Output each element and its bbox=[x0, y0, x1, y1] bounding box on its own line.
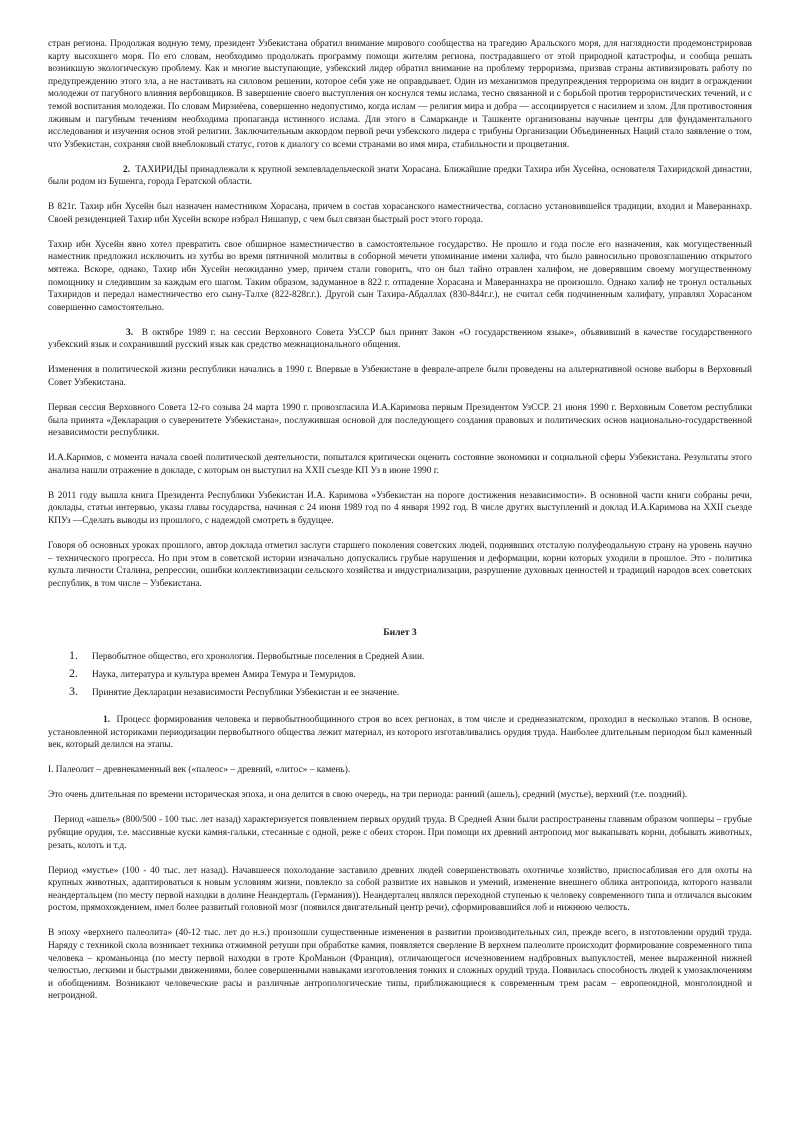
question-number: 1. bbox=[69, 648, 78, 663]
section-3-paragraph-2: Изменения в политической жизни республики начались в 1990 г. Впервые в Узбекистане в феврале-апреле были проведены на альтернативной основе выборы в Верховный Совет Узбекистана. bbox=[48, 365, 752, 389]
paragraph-top: стран региона. Продолжая водную тему, президент Узбекистана обратил внимание мирового сообщества на трагедию Аральского моря, для наглядности продемонстрировав карту высохшего моря. По его словам, необходимо продолжать программу помощи жителям региона, пострадавшего от этой природной катастрофы, и сообща решать возникшую экологическую проблему. Как и многие выступающие, узбекский лидер обратил внимание на проблему терроризма, призвав страны активизировать работу по предупреждению этого зла, а не настаивать на силовом решении, которое себя уже не оправдывает. Один из механизмов предупреждения терроризма он видит в ограждении молодежи от пагубного влияния вербовщиков. В завершение своего выступления он коснулся темы ислама, тесно связанной и с борьбой против террористических течений, и с темой воспитания молодежи. По словам Мирзиёева, совершенно недопустимо, когда ислам — религия мира и добра — ассоциируется с насилием и злом. Для противостояния лживым и пагубным течениям необходима пропаганда истинного ислама. Для этого в Самарканде и Ташкенте организованы научные центры для фундаментального исследования и изучения основ этой религии. Заключительным аккордом первой речи узбекского лидера с трибуны Организации Объединенных Наций стало заявление о том, что Узбекистан, сохраняя свой внеблоковый статус, готов к диалогу со всеми странами во имя мира, стабильности и процветания. bbox=[48, 39, 752, 150]
answer-1-paragraph-4: Период «ашель» (800/500 - 100 тыс. лет назад) характеризуется появлением первых орудий труда. В Средней Азии были распространены главным образом чопперы – грубые рубящие орудия, т.е. массивные куски камня-гальки, стесанные с одной, реже с обеих сторон. При помощи их древний антропоид мог выкапывать корни, добывать животных, резать, колоть и т.д. bbox=[48, 815, 752, 851]
answer-1-number: 1. bbox=[103, 715, 111, 726]
section-3-paragraph-5: В 2011 году вышла книга Президента Республики Узбекистан И.А. Каримова «Узбекистан на пороге достижения независимости». В основной части книги собраны речи, доклады, статьи интервью, указы главы государства, начиная с 24 июня 1989 год по 4 января 1992 год. В числе других выступлений и доклад И.А.Каримова на XXII съезде КПУз —Сделать выводы из прошлого, с надеждой смотреть в будущее. bbox=[48, 490, 752, 526]
section-3-text: В октябре 1989 г. на сессии Верховного Совета УзССР был принят Закон «О государственном языке», объявивший в качестве государственного узбекский язык и сохранивший русский язык как средство межнационального общения. bbox=[48, 327, 752, 351]
answer-1-paragraph-3: Это очень длительная по времени историческая эпоха, и она делится в свою очередь, на три периода: ранний (ашель), средний (мустье), верхний (т.е. поздний). bbox=[48, 790, 688, 801]
section-3-paragraph-6: Говоря об основных уроках прошлого, автор доклада отметил заслуги старшего поколения советских людей, поднявших отсталую полуфеодальную страну на уровень научно – технического прогресса. Но при этом в советской истории изначально допускались грубые нарушения и деформации, корни которых уходили в прошлое. Это - политика культа личности Сталина, репрессии, ошибки коллективизации сельского хозяйства и индустриализации, разрушение духовных ценностей и традиций народов всех советских республик, в том числе – Узбекистана. bbox=[48, 540, 752, 589]
answer-1-paragraph-5: Период «мустье» (100 - 40 тыс. лет назад). Начавшееся похолодание заставило древних людей совершенствовать охотничье хозяйство, приспосабливая его для охоты на крупных животных, адаптироваться к новым условиям жизни, повлекло за собой развитие их навыков и умений, изменение внешнего облика антропоида, которого назвали неандертальцем (по месту первой находки в долине Неандерталь (Германия)). Неандерталец являлся переходной ступенью к человеку современного типа и отличался высоким ростом, прямохождением, имел более развитый головной мозг (появился двигательный центр речи), сформировавшийся лоб и нижнюю челюсть. bbox=[48, 865, 752, 914]
answer-1-text: Процесс формирования человека и первобытнообщинного строя во всех регионах, в том числе и среднеазиатском, проходил в несколько этапов. В основе, установленной историками периодизации первобытного общества лежит материал, из которого изготавливались орудия труда. Наиболее длительным периодом был каменный век, который делился на этапы. bbox=[48, 715, 752, 751]
question-number: 3. bbox=[69, 684, 78, 699]
section-3-intro bbox=[48, 327, 752, 352]
section-2-intro bbox=[48, 164, 752, 189]
section-2-number: 2. bbox=[123, 164, 131, 175]
spacer bbox=[48, 603, 752, 627]
answer-1-intro bbox=[48, 714, 752, 752]
question-text: Принятие Декларации независимости Республики Узбекистан и ее значение. bbox=[92, 688, 400, 699]
question-text: Первобытное общество, его хронология. Первобытные поселения в Средней Азии. bbox=[92, 652, 425, 663]
section-2-text: ТАХИРИДЫ принадлежали к крупной землевладельческой знати Хорасана. Ближайшие предки Тахира ибн Хусейна, основателя Тахиридской династии, были родом из Бушенга, города Гератской области. bbox=[48, 164, 752, 188]
section-2-paragraph-3: Тахир ибн Хусейн явно хотел превратить свое обширное наместничество в самостоятельное государство. Не прошло и года после его назначения, как могущественный наместник предложил исключить из хутбы во время пятничной молитвы в соборной мечети упоминание имени халифа, что было равносильно провозглашению открытого мятежа. Вскоре, однако, Тахир ибн Хусейн неожиданно умер, причем стали говорить, что он был тайно отравлен халифом, не доверявшим своему могущественному помощнику и следившим за каждым его шагом. Таким образом, задуманное в 822 г. отпадение Хорасана и Мавераннахра не произошло. Однако халиф не тронул остальных Тахиридов и передал наместничество его сыну-Талхе (822-828г.г.). Другой сын Тахира-Абдаллах (830-844г.г.), не считал себя подчиненным халифату, управлял Хорасаном совершенно самостоятельно. bbox=[48, 239, 752, 313]
question-text: Наука, литература и культура времен Амира Темура и Темуридов. bbox=[92, 670, 356, 681]
answer-1-paragraph-2: I. Палеолит – древнекаменный век («палеос» – древний, «литос» – камень). bbox=[48, 765, 351, 776]
question-number: 2. bbox=[69, 666, 78, 681]
section-2-paragraph-2: В 821г. Тахир ибн Хусейн был назначен наместником Хорасана, причем в состав хорасанского наместничества, согласно установившейся традиции, входил и Мавераннахр. Своей резиденцией Тахир ибн Хусейн вскоре избрал Нишапур, с чем был связан быстрый рост этого города. bbox=[48, 202, 752, 225]
section-3-number: 3. bbox=[126, 327, 134, 338]
ticket-questions bbox=[48, 649, 752, 700]
ticket-question-2 bbox=[48, 667, 752, 682]
ticket-question-1 bbox=[48, 649, 752, 664]
ticket-question-3 bbox=[48, 685, 752, 700]
ticket-title: Билет 3 bbox=[383, 626, 417, 638]
answer-1-paragraph-6: В эпоху «верхнего палеолита» (40-12 тыс. лет до н.э.) произошли существенные изменения в развитии производительных сил, прежде всего, в изготовлении орудий труда. Наряду с техникой скола возникает техника отжимной ретуши при обработке камня, появляется сверление В верхнем палеолите происходит формирование современного типа человека – кроманьонца (по месту первой находки в гроте КроМаньон (Франция), отличающегося исчезновением надбровных выпуклостей, менее выраженной нижней челюстью, легкими и быстрыми движениями, более совершенными навыками изготовления тонких и сложных орудий труда. Появилась способность людей к умозаключениям и обобщениям. Возникают человеческие расы и различные антропологические типы, приближающиеся к современным трем расам – европеоидной, монголоидной и негроидной. bbox=[48, 928, 752, 1002]
section-3-paragraph-3: Первая сессия Верховного Совета 12-го созыва 24 марта 1990 г. провозгласила И.А.Каримова первым Президентом УзССР. 21 июня 1990 г. Верховным Советом республики была принята «Декларация о суверенитете Узбекистана», послужившая основой для последующего создания правовых и политических основ национально-государственной независимости республики. bbox=[48, 403, 752, 439]
section-3-paragraph-4: И.А.Каримов, с момента начала своей политической деятельности, попытался критически оценить состояние экономики и социальной сферы Узбекистана. Результаты этого анализа нашли отражение в докладе, с которым он выступил на XXII съезде КП Уз в июне 1990 г. bbox=[48, 453, 752, 476]
